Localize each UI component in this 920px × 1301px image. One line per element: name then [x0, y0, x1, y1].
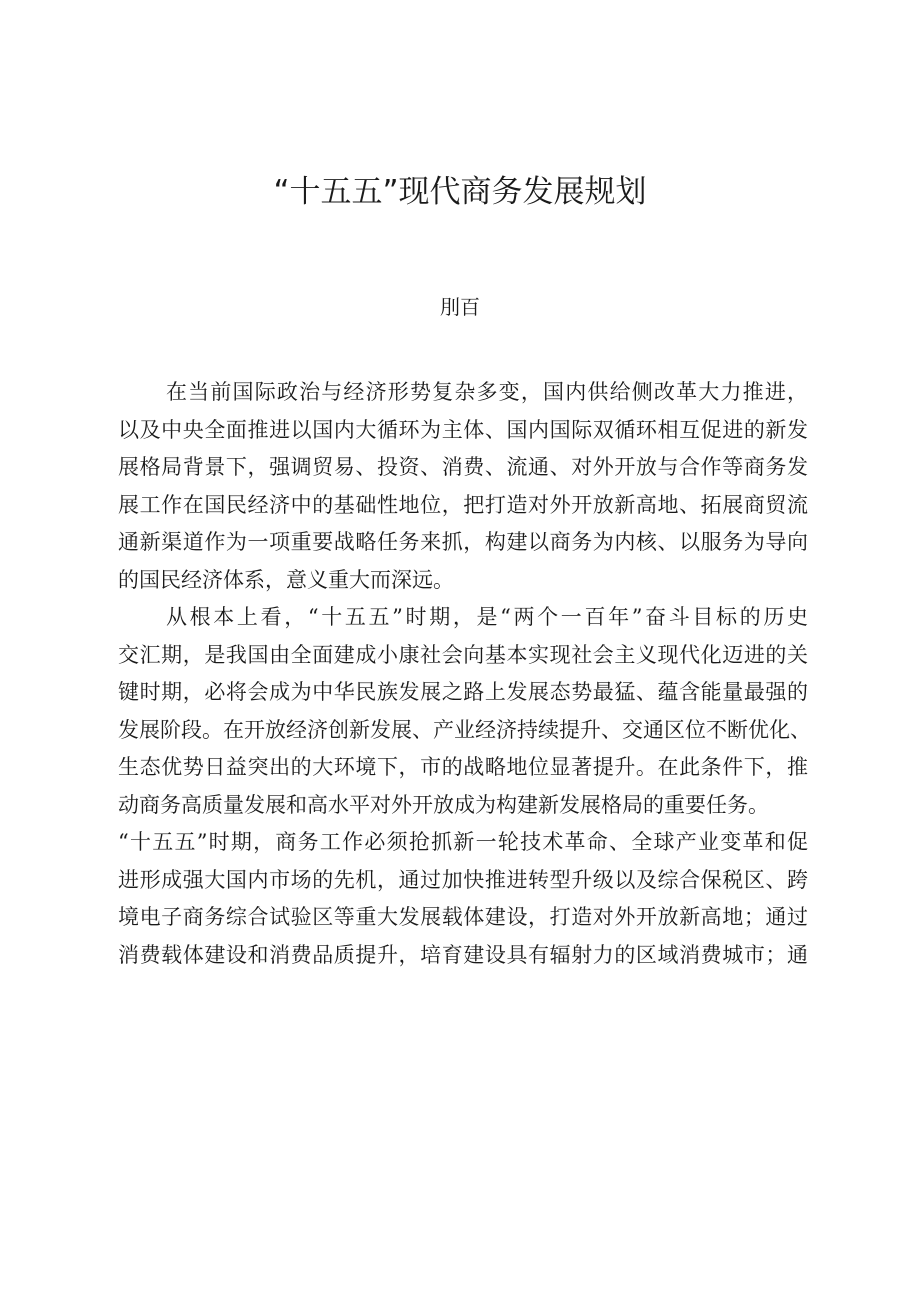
- paragraph-line: 发展阶段。在开放经济创新发展、产业经济持续提升、交通区位不断优化、: [118, 717, 811, 742]
- document-title: “十五五”现代商务发展规划: [273, 174, 647, 210]
- paragraph-line: 展格局背景下，强调贸易、投资、消费、流通、对外开放与合作等商务发: [118, 455, 808, 479]
- paragraph-line: 动商务高质量发展和高水平对外开放成为构建新发展格局的重要任务。: [118, 792, 769, 817]
- paragraph-line: “十五五”时期，商务工作必须抢抓新一轮技术革命、全球产业变革和促: [118, 830, 808, 854]
- paragraph-line: 键时期，必将会成为中华民族发展之路上发展态势最猛、蕴含能量最强的: [118, 680, 808, 704]
- paragraph-line: 消费载体建设和消费品质提升，培育建设具有辐射力的区域消费城市；通: [118, 942, 808, 967]
- paragraph-line: 交汇期，是我国由全面建成小康社会向基本实现社会主义现代化迈进的关: [118, 642, 808, 667]
- paragraph-line: 境电子商务综合试验区等重大发展载体建设，打造对外开放新高地；通过: [118, 905, 808, 929]
- paragraph-line: 的国民经济体系，意义重大而深远。: [118, 567, 454, 592]
- paragraph-line: 生态优势日益突出的大环境下，市的战略地位显著提升。在此条件下，推: [118, 755, 808, 779]
- paragraph-line: 进形成强大国内市场的先机，通过加快推进转型升级以及综合保税区、跨: [118, 867, 808, 892]
- paragraph-line: 以及中央全面推进以国内大循环为主体、国内国际双循环相互促进的新发: [118, 417, 808, 442]
- paragraph-line: 在当前国际政治与经济形势复杂多变，国内供给侧改革大力推进，: [166, 380, 808, 404]
- paragraph-1: [118, 374, 808, 599]
- paragraph-line: 展工作在国民经济中的基础性地位，把打造对外开放新高地、拓展商贸流: [118, 492, 808, 517]
- paragraph-line: 通新渠道作为一项重要战略任务来抓，构建以商务为内核、以服务为导向: [118, 530, 808, 554]
- section-heading: 刖百: [440, 295, 480, 319]
- paragraph-2: [118, 599, 811, 974]
- paragraph-line: 从根本上看，“十五五”时期，是“两个一百年”奋斗目标的历史: [166, 605, 808, 629]
- document-body: [118, 374, 811, 974]
